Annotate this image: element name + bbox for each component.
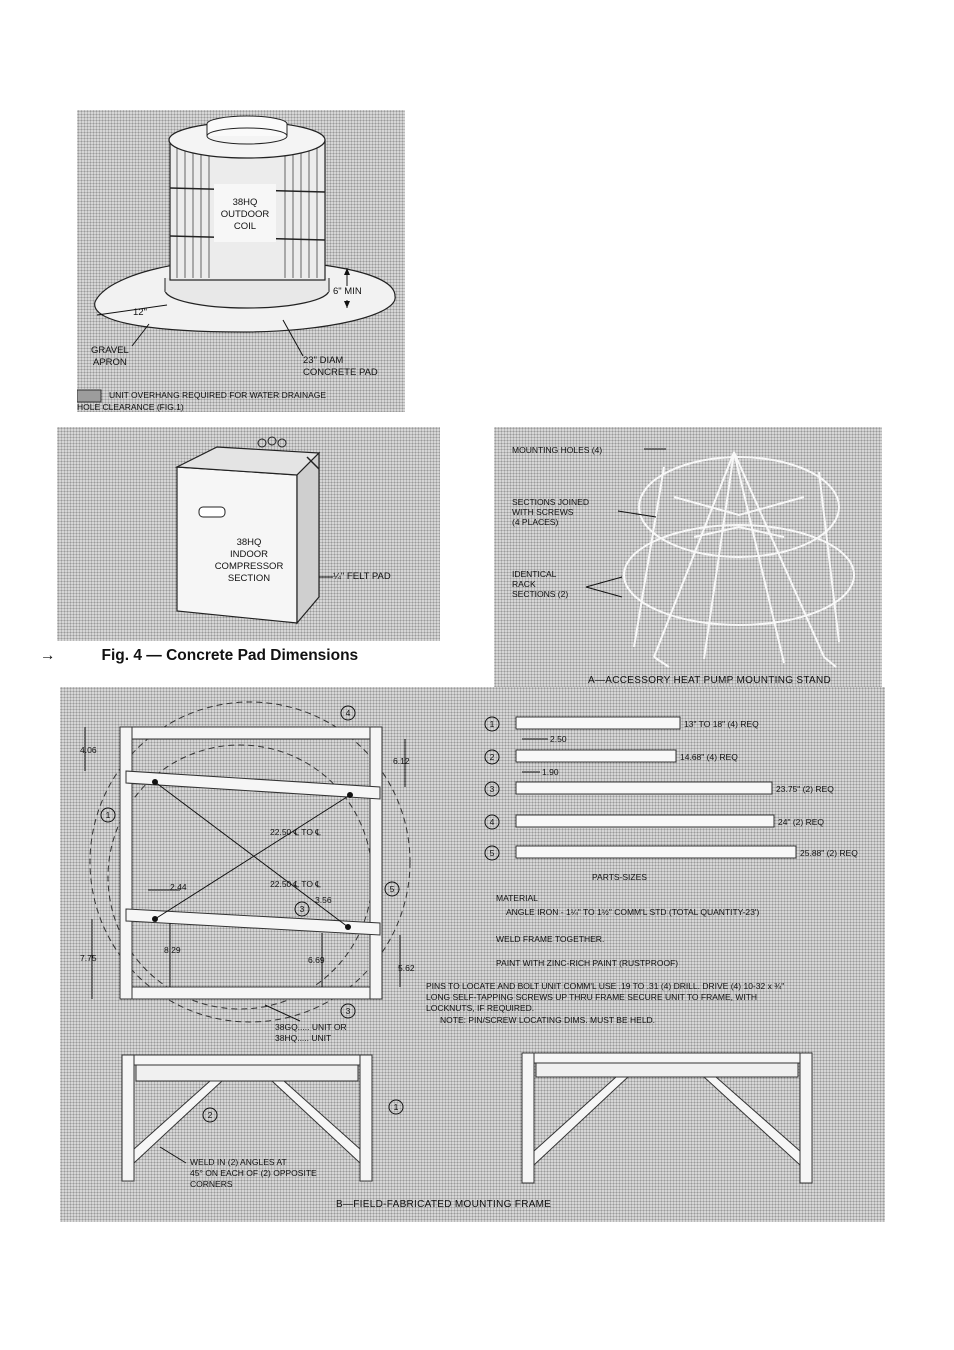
frame-rail-right [370,727,382,999]
mounting-stand-drawing [494,427,882,689]
stand-holes-label: MOUNTING HOLES (4) [512,445,603,455]
material-text: ANGLE IRON - 1¼" TO 1½" COMM'L STD (TOTAL QUANTITY-23') [506,907,760,917]
dim-8-29: 8.29 [164,945,181,955]
indoor-section-panel [57,427,440,641]
frame-title: B—FIELD-FABRICATED MOUNTING FRAME [336,1199,552,1210]
stand-title: A—ACCESSORY HEAT PUMP MOUNTING STAND [588,675,832,686]
frame-side-view-left [122,1055,403,1189]
fitting-icon [258,439,266,447]
coil-label-1: 38HQ [232,197,258,208]
callout-3b: 3 [345,1006,351,1016]
dim-3-56: 3.56 [315,895,332,905]
unit-label-1: 38GQ..... UNIT OR [275,1022,347,1032]
frame-side-view-right [522,1053,812,1183]
dim-4-06: 4.06 [80,745,97,755]
coil-label-3: COIL [233,221,257,232]
indoor-section-drawing [57,427,440,641]
part-3-label: 23.75" (2) REQ [776,784,834,794]
weld-note: WELD FRAME TOGETHER. [496,934,605,944]
callout-4: 4 [345,708,351,718]
frame-crossbar-1 [126,771,380,799]
frame-rail-bottom [120,987,382,999]
material-title: MATERIAL [496,893,538,903]
pins-note-1: PINS TO LOCATE AND BOLT UNIT COMM'L USE .19 TO .31 (4) DRILL. DRIVE (4) 10-32 x ¾" [426,981,785,991]
coil-label-2: OUTDOOR [220,209,270,220]
part-5-bar [516,846,796,858]
pad-label-2: CONCRETE PAD [303,367,378,378]
callout-5: 5 [389,884,395,894]
stand-identical-2: RACK [512,579,536,589]
part-4-bar [516,815,774,827]
dim-1-90: 1.90 [542,767,559,777]
outdoor-coil-drawing [77,110,405,412]
caption-arrow: → [40,647,56,664]
part-5-label: 25.88" (2) REQ [800,848,858,858]
callout-1: 1 [105,810,111,820]
section-label-4: SECTION [227,573,271,584]
stand-joined-2: WITH SCREWS [512,507,574,517]
felt-pad-label: ¼" FELT PAD [333,571,391,582]
gravel-label-2: APRON [93,357,127,368]
stand-identical-1: IDENTICAL [512,569,557,579]
part-3-num: 3 [489,784,495,794]
part-2-bar [516,750,676,762]
figure-caption [40,647,358,665]
part-3-bar [516,782,772,794]
part-1-bar [516,717,680,729]
stand-joined-3: (4 PLACES) [512,517,559,527]
callout-3: 3 [299,904,305,914]
outdoor-coil-panel [77,110,405,412]
dim-diag-1: 22.50 ℄ TO ℄ [270,827,321,837]
gravel-label-1: GRAVEL [91,345,129,356]
dim-diag-2: 22.50 ℄ TO ℄ [270,879,321,889]
overhang-legend-2: HOLE CLEARANCE (FIG.1) [77,402,184,412]
part-2-num: 2 [489,752,495,762]
part-5-num: 5 [489,848,495,858]
mounting-frame-panel [60,687,885,1222]
weld-corners-2: 45° ON EACH OF (2) OPPOSITE [190,1168,317,1178]
part-4-num: 4 [489,817,495,827]
held-note: NOTE: PIN/SCREW LOCATING DIMS. MUST BE HELD. [440,1015,656,1025]
mounting-frame-drawing [60,687,885,1222]
side-callout-1: 1 [393,1102,399,1112]
side-callout-2: 2 [207,1110,213,1120]
handle-icon [199,507,225,517]
part-2-label: 14.68" (4) REQ [680,752,738,762]
caption-text: Fig. 4 — Concrete Pad Dimensions [101,647,359,664]
stand-identical-3: SECTIONS (2) [512,589,569,599]
part-1-label: 13" TO 18" (4) REQ [684,719,759,729]
min-height-label: 6" MIN [333,286,362,297]
weld-corners-1: WELD IN (2) ANGLES AT [190,1157,287,1167]
overhang-legend-swatch [77,390,101,402]
unit-outline-circle [90,702,410,1022]
apron-width-label: 12" [133,307,147,318]
dim-7-75: 7.75 [80,953,97,963]
frame-top-view [80,702,415,1043]
parts-list [485,717,858,968]
overhang-legend-1: UNIT OVERHANG REQUIRED FOR WATER DRAINAGE [109,390,327,400]
dim-6-69: 6.69 [308,955,325,965]
dim-6-12: 6.12 [393,756,410,766]
frame-rail-left [120,727,132,999]
dim-2-50: 2.50 [550,734,567,744]
part-1-num: 1 [489,719,495,729]
pad-label-1: 23" DIAM [303,355,344,366]
unit-label-2: 38HQ..... UNIT [275,1033,332,1043]
pins-note-3: LOCKNUTS, IF REQUIRED. [426,1003,535,1013]
weld-corners-3: CORNERS [190,1179,233,1189]
compressor-box-side [297,453,319,623]
section-label-2: INDOOR [230,549,268,560]
section-label-1: 38HQ [236,537,262,548]
paint-note: PAINT WITH ZINC-RICH PAINT (RUSTPROOF) [496,958,679,968]
dim-5-62: 5.62 [398,963,415,973]
dim-2-44: 2.44 [170,882,187,892]
frame-rail-top [120,727,382,739]
pins-note-2: LONG SELF-TAPPING SCREWS UP THRU FRAME SECURE UNIT TO FRAME, WITH [426,992,758,1002]
parts-title: PARTS-SIZES [592,872,647,882]
section-label-3: COMPRESSOR [214,561,284,572]
stand-joined-1: SECTIONS JOINED [512,497,589,507]
mounting-stand-panel [494,427,882,689]
stand-wireframe [624,452,854,667]
part-4-label: 24" (2) REQ [778,817,825,827]
